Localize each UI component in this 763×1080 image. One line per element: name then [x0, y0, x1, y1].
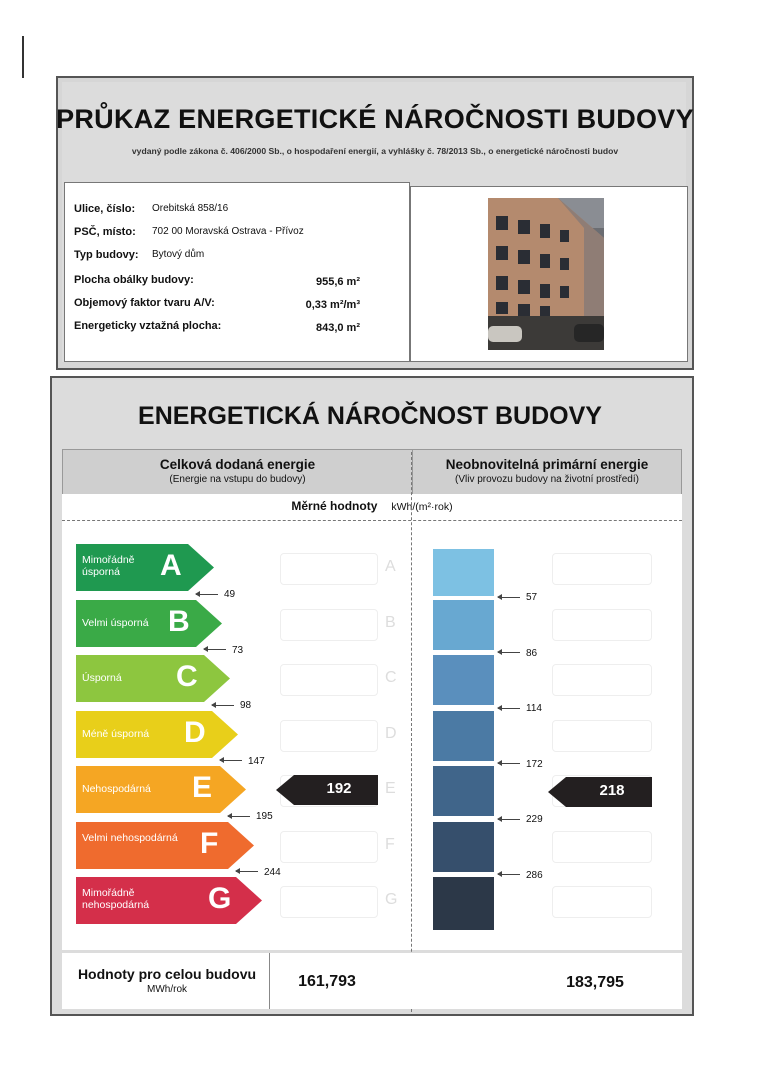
primary-energy-class-f-bar [433, 822, 494, 872]
energy-class-letter: F [200, 826, 219, 860]
threshold-value: 286 [526, 869, 543, 881]
primary-energy-class-g-bar [433, 877, 494, 930]
arrow-left-icon [220, 760, 242, 761]
total-primary-energy: 183,795 [566, 974, 624, 991]
energy-class-letter: A [160, 549, 182, 582]
energy-class-e-arrow [76, 766, 246, 813]
primary-energy-class-a-bar [433, 549, 494, 596]
threshold-value: 98 [240, 700, 252, 711]
energy-class-label: Mimořádně nehospodárná [82, 887, 150, 911]
threshold-value: 244 [264, 866, 281, 878]
totals-unit: MWh/rok [147, 984, 187, 995]
primary-energy-indicator-value: 218 [599, 782, 625, 799]
primary-energy-class-d-bar [433, 711, 494, 761]
threshold-value: 73 [232, 644, 244, 656]
energy-class-f-arrow [76, 822, 254, 869]
energy-class-letter: E [192, 771, 213, 804]
arrow-left-icon [498, 652, 520, 653]
delivered-energy-title: Celková dodaná energie [159, 457, 316, 472]
faint-indicator-box [552, 664, 652, 696]
class-threshold [196, 589, 235, 600]
arrow-left-icon [236, 871, 258, 872]
type-label: Typ budovy: [74, 249, 139, 261]
faint-indicator-box [280, 664, 378, 696]
delivered-energy-indicator [276, 775, 378, 805]
threshold-value: 49 [224, 589, 236, 600]
faint-indicator-box [280, 886, 378, 918]
delivered-energy-header [62, 449, 413, 495]
faint-indicator-box [280, 720, 378, 752]
specific-values-row [62, 499, 682, 513]
energy-class-label: Velmi nehospodárná [82, 831, 178, 844]
energy-class-letter: C [176, 660, 198, 693]
scan-mark [22, 36, 24, 78]
faint-indicator-box [280, 831, 378, 863]
building-photo [488, 198, 604, 350]
class-threshold [498, 703, 542, 714]
faint-class-letter: E [385, 780, 396, 797]
energy-class-label: Méně úsporná [82, 727, 150, 740]
street-label: Ulice, číslo: [74, 203, 136, 215]
faint-class-letter: D [385, 724, 397, 742]
primary-energy-indicator [548, 777, 652, 807]
arrow-left-icon [212, 705, 234, 706]
threshold-value: 147 [248, 755, 265, 767]
volume-factor-label: Objemový faktor tvaru A/V: [74, 297, 215, 309]
energy-class-d-arrow [76, 711, 238, 758]
envelope-label: Plocha obálky budovy: [74, 274, 194, 286]
primary-energy-class-b-bar [433, 600, 494, 650]
unit-label: kWh/(m²·rok) [391, 501, 453, 513]
faint-indicator-box [552, 720, 652, 752]
energy-class-label: Mimořádně úsporná [82, 554, 135, 578]
class-threshold [498, 870, 543, 881]
arrow-left-icon [196, 594, 218, 595]
type-row [74, 249, 205, 261]
energy-class-letter: B [168, 604, 190, 638]
psc-row [74, 226, 304, 238]
energy-class-label: Úsporná [82, 672, 122, 684]
faint-indicator-box [552, 886, 652, 918]
primary-energy-header [412, 449, 682, 495]
threshold-value: 57 [526, 592, 538, 603]
energy-class-a-arrow [76, 544, 214, 591]
threshold-value: 229 [526, 814, 543, 825]
arrow-left-icon [498, 708, 520, 709]
column-divider [411, 452, 412, 1012]
faint-class-letter: A [385, 558, 396, 575]
faint-class-letter: B [385, 613, 396, 631]
document-subtitle: vydaný podle zákona č. 406/2000 Sb., o hospodaření energií, a vyhlášky č. 78/2013 Sb., o energetické náročnosti budov [131, 146, 619, 156]
reference-area-value: 843,0 m² [315, 322, 360, 334]
volume-factor-row [74, 297, 215, 309]
faint-indicator-box [552, 831, 652, 863]
psc-label: PSČ, místo: [74, 226, 136, 238]
energy-class-g-arrow [76, 877, 262, 924]
class-threshold [228, 811, 273, 822]
threshold-value: 195 [256, 811, 273, 822]
arrow-left-icon [498, 819, 520, 820]
faint-indicator-box [552, 553, 652, 585]
primary-energy-class-c-bar [433, 655, 494, 705]
class-threshold [236, 867, 281, 878]
faint-indicator-box [552, 609, 652, 641]
envelope-value: 955,6 m² [315, 276, 360, 288]
energy-class-b-arrow [76, 600, 222, 647]
psc-value: 702 00 Moravská Ostrava - Přívoz [152, 226, 304, 237]
energy-class-letter: D [184, 715, 206, 749]
threshold-value: 114 [526, 703, 542, 714]
energy-class-letter: G [208, 882, 232, 915]
arrow-left-icon [498, 874, 520, 875]
class-threshold [212, 700, 251, 711]
energy-class-c-arrow [76, 655, 230, 702]
threshold-value: 86 [526, 647, 538, 659]
reference-area-label: Energeticky vztažná plocha: [74, 320, 222, 332]
primary-energy-subtitle: (Vliv provozu budovy na životní prostředí) [455, 474, 639, 485]
faint-class-letter: F [385, 835, 395, 853]
primary-energy-title: Neobnovitelná primární energie [445, 457, 649, 472]
document-title: PRŮKAZ ENERGETICKÉ NÁROČNOSTI BUDOVY [56, 104, 694, 134]
arrow-left-icon [228, 816, 250, 817]
class-threshold [498, 759, 543, 770]
faint-indicator-box [280, 553, 378, 585]
type-value: Bytový dům [152, 249, 205, 260]
energy-performance-title: ENERGETICKÁ NÁROČNOST BUDOVY [138, 402, 602, 430]
totals-label: Hodnoty pro celou budovu [77, 966, 257, 982]
volume-factor-value: 0,33 m²/m³ [305, 299, 360, 311]
energy-class-label: Nehospodárná [82, 783, 151, 795]
energy-class-label: Velmi úsporná [82, 616, 149, 629]
faint-class-letter: C [385, 669, 397, 686]
total-delivered-energy: 161,793 [298, 973, 356, 990]
street-value: Orebitská 858/16 [152, 203, 229, 214]
specific-values-label: Měrné hodnoty [291, 499, 378, 513]
class-threshold [498, 814, 543, 825]
class-threshold [498, 648, 537, 659]
reference-area-row [74, 320, 221, 332]
arrow-left-icon [204, 649, 226, 650]
faint-class-letter: G [385, 891, 398, 908]
dashed-separator [62, 520, 682, 521]
delivered-energy-subtitle: (Energie na vstupu do budovy) [169, 474, 306, 485]
class-threshold [204, 645, 243, 656]
class-threshold [498, 592, 537, 603]
primary-energy-class-e-bar [433, 766, 494, 816]
envelope-row [74, 274, 194, 286]
arrow-left-icon [498, 763, 520, 764]
street-row [74, 203, 229, 215]
delivered-energy-indicator-value: 192 [326, 780, 352, 797]
faint-indicator-box [280, 609, 378, 641]
class-threshold [220, 756, 265, 767]
arrow-left-icon [498, 597, 520, 598]
threshold-value: 172 [526, 758, 543, 770]
